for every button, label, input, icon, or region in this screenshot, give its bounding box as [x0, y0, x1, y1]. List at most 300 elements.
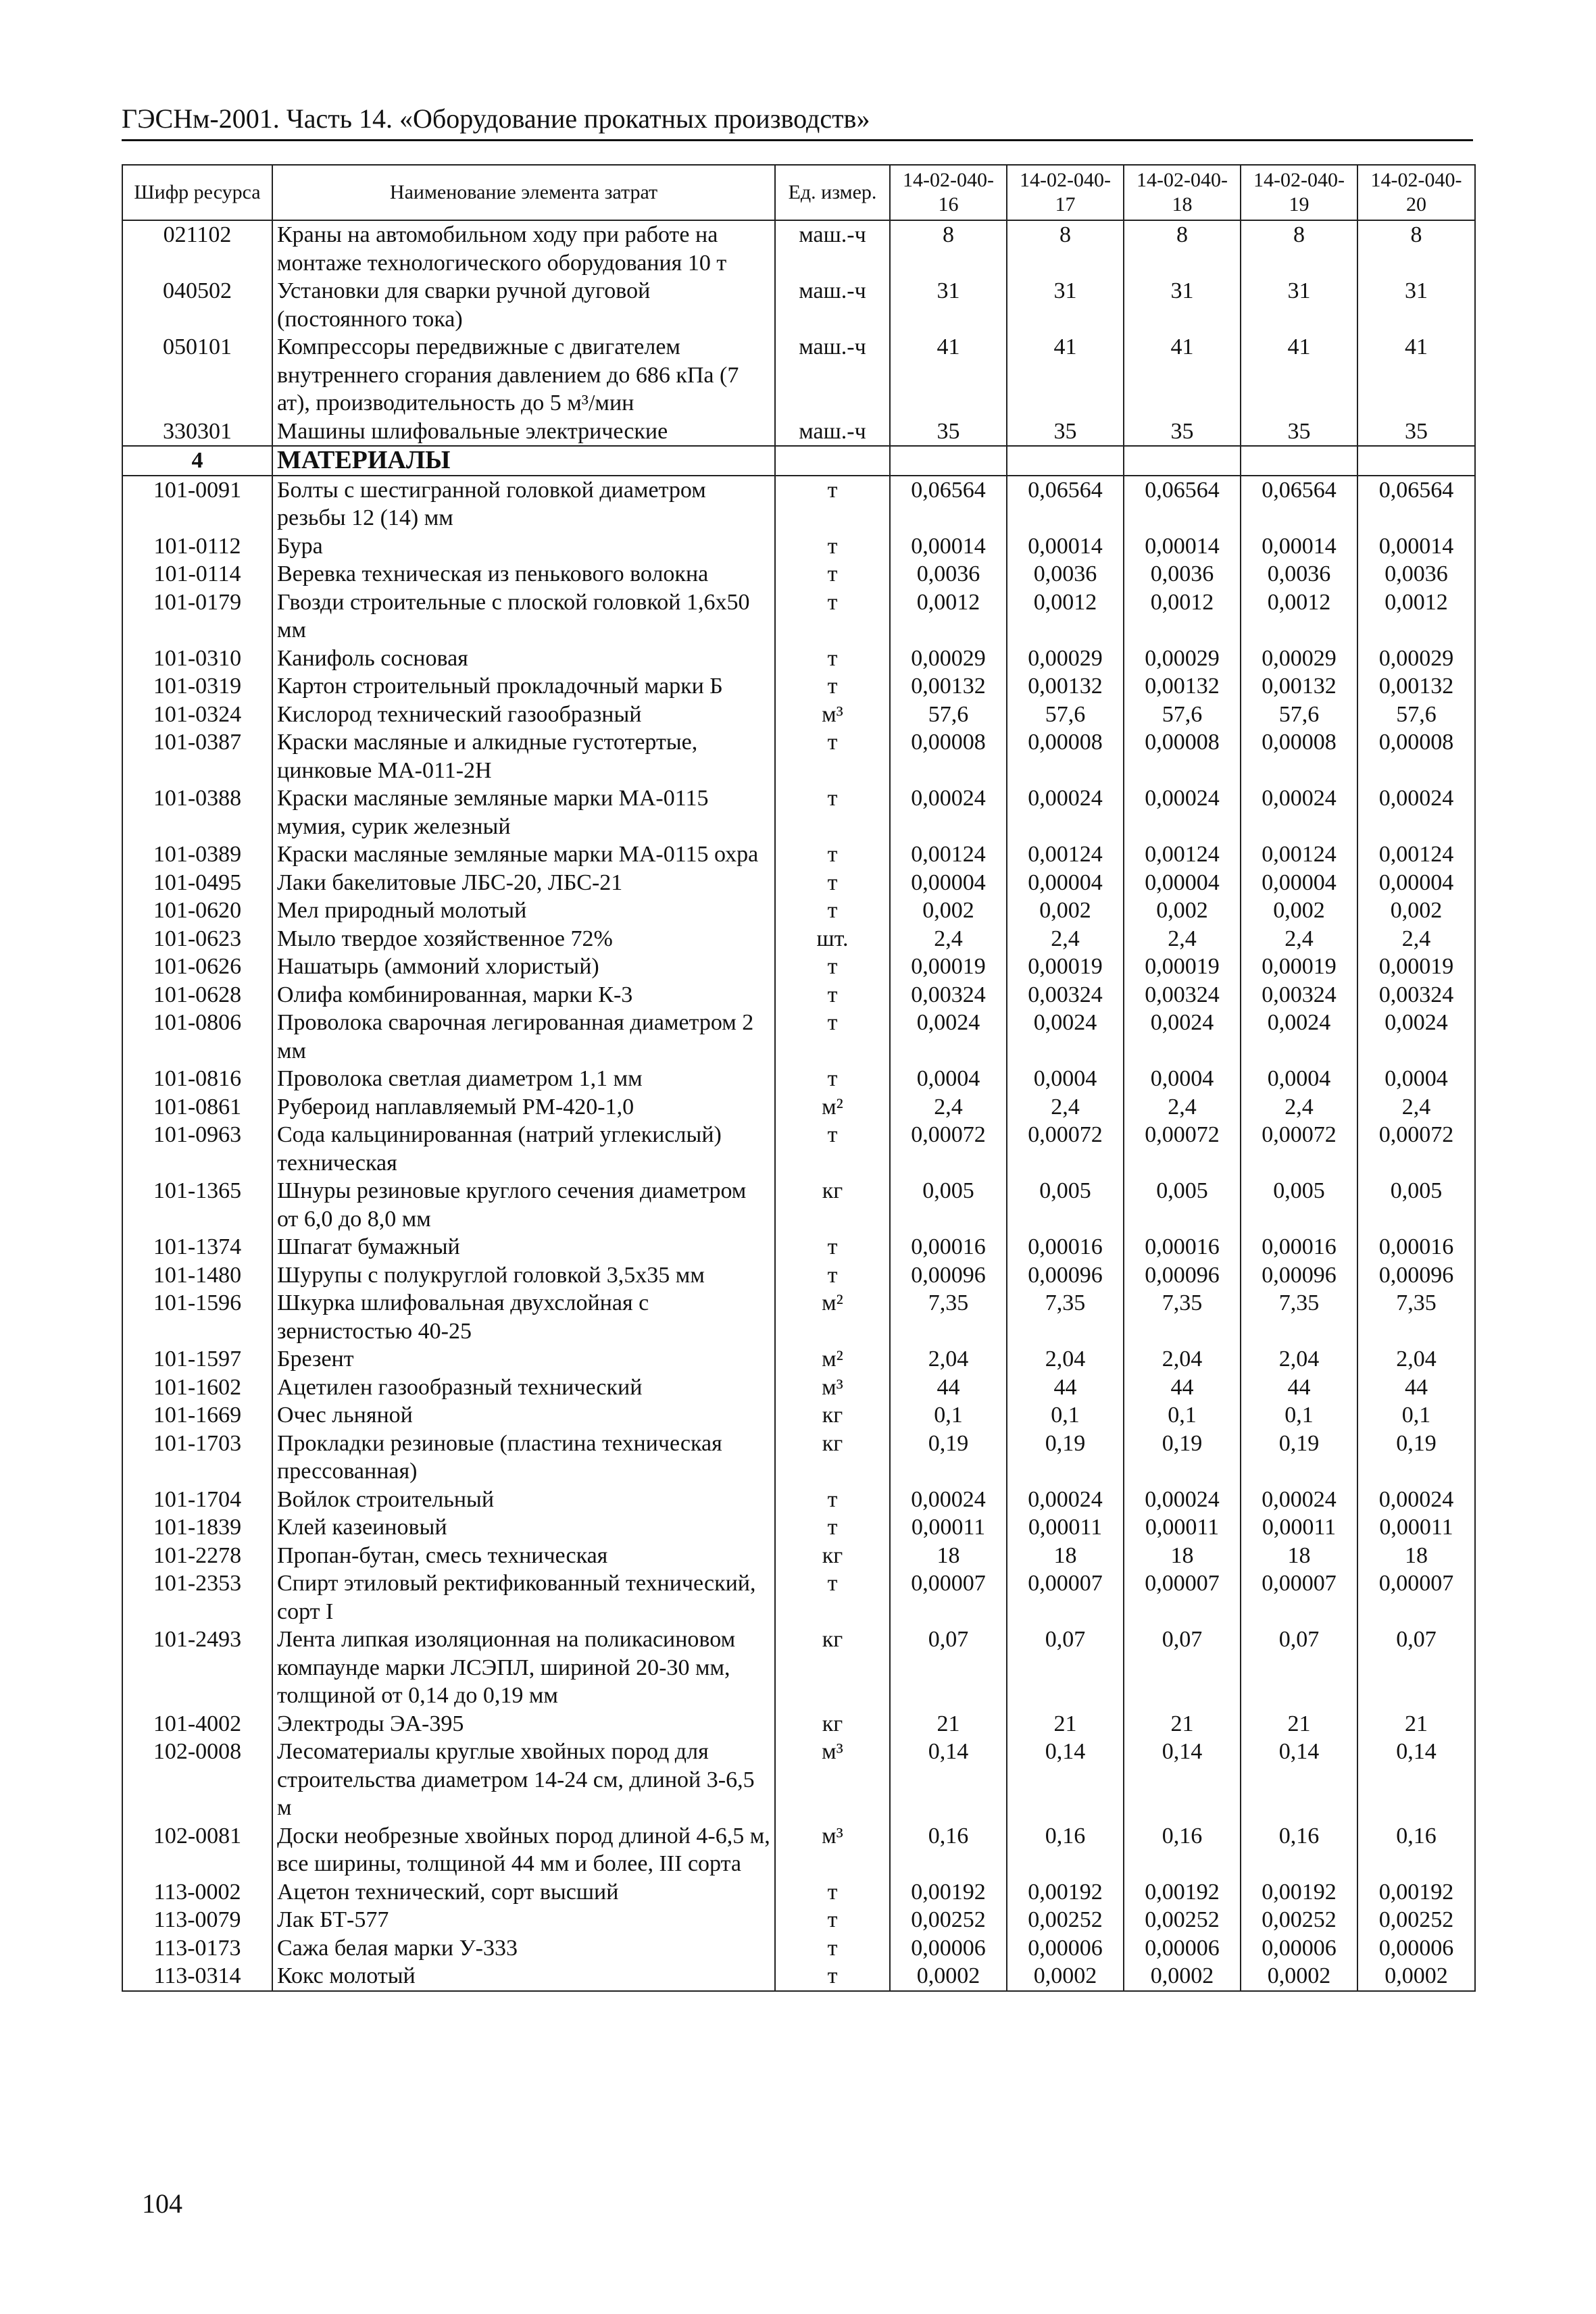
- unit-cell: т: [775, 1121, 890, 1177]
- unit-cell: т: [775, 672, 890, 701]
- norm-value-cell: 0,00029: [1124, 645, 1241, 673]
- norm-value-cell: 0,00004: [1241, 869, 1357, 897]
- table-row: [122, 1233, 1475, 1261]
- norm-value-cell: 0,00004: [1007, 869, 1124, 897]
- unit-cell: т: [775, 784, 890, 840]
- resource-name-cell: Краски масляные и алкидные густотертые, цинковые МА-011-2Н: [272, 728, 775, 784]
- resource-code-cell: 101-1374: [122, 1233, 272, 1261]
- norm-value-cell: 0,0002: [1357, 1962, 1475, 1991]
- norm-value-cell: 0,005: [1007, 1177, 1124, 1233]
- resource-name-cell: Очес льняной: [272, 1401, 775, 1430]
- table-body: [122, 220, 1475, 1991]
- norm-value-cell: 2,4: [1357, 925, 1475, 953]
- norm-value-cell: 18: [1241, 1542, 1357, 1570]
- resource-name-cell: Клей казеиновый: [272, 1513, 775, 1542]
- norm-value-cell: 2,04: [1241, 1345, 1357, 1374]
- norm-value-cell: 0,00011: [1241, 1513, 1357, 1542]
- norm-value-cell: 7,35: [1241, 1289, 1357, 1345]
- norm-value-cell: 0,16: [1007, 1822, 1124, 1878]
- norm-value-cell: 0,00096: [1357, 1261, 1475, 1290]
- norm-value-cell: 0,14: [1357, 1738, 1475, 1822]
- norm-value-cell: 0,00014: [1124, 532, 1241, 561]
- resource-code-cell: 101-1596: [122, 1289, 272, 1345]
- norm-value-cell: 0,16: [1357, 1822, 1475, 1878]
- table-row: [122, 784, 1475, 840]
- norm-value-cell: 57,6: [890, 701, 1007, 729]
- resource-code-cell: 102-0008: [122, 1738, 272, 1822]
- unit-cell: маш.-ч: [775, 277, 890, 333]
- norm-value-cell: 0,00192: [890, 1878, 1007, 1907]
- norm-value-cell: 44: [1007, 1374, 1124, 1402]
- resource-name-cell: Канифоль сосновая: [272, 645, 775, 673]
- table-row: [122, 1822, 1475, 1878]
- norm-value-cell: 0,00008: [1124, 728, 1241, 784]
- norm-value-cell: 0,00192: [1357, 1878, 1475, 1907]
- table-row: [122, 1374, 1475, 1402]
- norm-value-cell: 0,0036: [1007, 560, 1124, 588]
- table-row: [122, 220, 1475, 277]
- norm-value-cell: 0,00072: [1007, 1121, 1124, 1177]
- norm-value-cell: 0,00019: [1357, 953, 1475, 981]
- resource-name-cell: Краски масляные земляные марки МА-0115 мумия, сурик железный: [272, 784, 775, 840]
- norm-value-cell: 0,00014: [890, 532, 1007, 561]
- resource-name-cell: Проволока сварочная легированная диаметром 2 мм: [272, 1009, 775, 1065]
- norm-value-cell: 35: [890, 418, 1007, 447]
- resource-name-cell: Доски необрезные хвойных пород длиной 4-6,5 м, все ширины, толщиной 44 мм и более, III сорта: [272, 1822, 775, 1878]
- norm-value-cell: 0,00019: [1007, 953, 1124, 981]
- norm-value-cell: [1357, 446, 1475, 476]
- norm-value-cell: 0,00024: [1241, 1486, 1357, 1514]
- norm-value-cell: 0,0002: [890, 1962, 1007, 1991]
- resource-code-cell: 113-0314: [122, 1962, 272, 1991]
- norm-value-cell: 0,00324: [1357, 981, 1475, 1009]
- norm-value-cell: 0,00096: [890, 1261, 1007, 1290]
- norm-value-cell: 0,00024: [1357, 784, 1475, 840]
- norm-value-cell: [1007, 446, 1124, 476]
- table-row: [122, 728, 1475, 784]
- norm-value-cell: 0,00132: [890, 672, 1007, 701]
- norm-value-cell: 0,00324: [1124, 981, 1241, 1009]
- resource-name-cell: Олифа комбинированная, марки К-3: [272, 981, 775, 1009]
- unit-cell: т: [775, 869, 890, 897]
- unit-cell: м²: [775, 1093, 890, 1122]
- norm-value-cell: 0,06564: [890, 476, 1007, 532]
- norm-value-cell: 41: [1007, 333, 1124, 418]
- resource-code-cell: 050101: [122, 333, 272, 418]
- table-row: [122, 1009, 1475, 1065]
- unit-cell: т: [775, 1233, 890, 1261]
- norm-value-cell: 0,0024: [1357, 1009, 1475, 1065]
- norm-value-cell: 0,00007: [1007, 1569, 1124, 1626]
- norm-value-cell: 0,00008: [1357, 728, 1475, 784]
- norm-value-cell: 7,35: [890, 1289, 1007, 1345]
- resource-name-cell: Пропан-бутан, смесь техническая: [272, 1542, 775, 1570]
- column-header-code: Шифр ресурса: [122, 165, 272, 220]
- norm-value-cell: 0,00124: [1007, 840, 1124, 869]
- norm-value-cell: 0,06564: [1007, 476, 1124, 532]
- norm-value-cell: 2,04: [890, 1345, 1007, 1374]
- norm-value-cell: 0,00014: [1007, 532, 1124, 561]
- resource-name-cell: Кокс молотый: [272, 1962, 775, 1991]
- norm-value-cell: 21: [1124, 1710, 1241, 1738]
- norm-value-cell: 0,00024: [1124, 1486, 1241, 1514]
- column-header-unit: Ед. измер.: [775, 165, 890, 220]
- norm-value-cell: 0,1: [1007, 1401, 1124, 1430]
- norm-value-cell: 0,0012: [1007, 588, 1124, 645]
- unit-cell: т: [775, 1569, 890, 1626]
- norm-value-cell: 0,19: [1007, 1430, 1124, 1486]
- resource-name-cell: Сажа белая марки У-333: [272, 1934, 775, 1963]
- norm-value-cell: 8: [1007, 220, 1124, 277]
- norm-value-cell: 41: [1124, 333, 1241, 418]
- unit-cell: т: [775, 981, 890, 1009]
- norm-value-cell: 0,07: [890, 1626, 1007, 1710]
- norm-value-cell: 0,00006: [1241, 1934, 1357, 1963]
- norm-value-cell: 0,00024: [1007, 784, 1124, 840]
- norm-value-cell: 0,00007: [1357, 1569, 1475, 1626]
- norm-value-cell: 0,06564: [1124, 476, 1241, 532]
- unit-cell: [775, 446, 890, 476]
- norm-value-cell: 0,19: [1124, 1430, 1241, 1486]
- norm-value-cell: 0,16: [1124, 1822, 1241, 1878]
- norm-value-cell: 0,00007: [1241, 1569, 1357, 1626]
- norm-value-cell: 0,19: [1357, 1430, 1475, 1486]
- table-row: [122, 532, 1475, 561]
- norm-value-cell: 0,005: [890, 1177, 1007, 1233]
- resource-name-cell: Мыло твердое хозяйственное 72%: [272, 925, 775, 953]
- norm-value-cell: 2,4: [1357, 1093, 1475, 1122]
- norm-value-cell: 2,4: [1007, 925, 1124, 953]
- resource-name-cell: Веревка техническая из пенькового волокна: [272, 560, 775, 588]
- unit-cell: т: [775, 840, 890, 869]
- resource-code-cell: 101-2353: [122, 1569, 272, 1626]
- norm-value-cell: 0,005: [1124, 1177, 1241, 1233]
- norm-value-cell: 0,0024: [1124, 1009, 1241, 1065]
- norm-value-cell: 0,19: [1241, 1430, 1357, 1486]
- unit-cell: маш.-ч: [775, 220, 890, 277]
- resource-code-cell: 101-0388: [122, 784, 272, 840]
- norm-value-cell: 0,0024: [1241, 1009, 1357, 1065]
- norm-value-cell: 0,14: [1241, 1738, 1357, 1822]
- resource-code-cell: 101-0114: [122, 560, 272, 588]
- norm-value-cell: 0,00124: [890, 840, 1007, 869]
- norm-value-cell: 44: [890, 1374, 1007, 1402]
- norm-value-cell: 0,005: [1241, 1177, 1357, 1233]
- unit-cell: шт.: [775, 925, 890, 953]
- norm-value-cell: 31: [1357, 277, 1475, 333]
- resource-name-cell: Брезент: [272, 1345, 775, 1374]
- norm-value-cell: 0,00072: [1357, 1121, 1475, 1177]
- norm-value-cell: 2,4: [1241, 925, 1357, 953]
- norm-value-cell: 0,16: [890, 1822, 1007, 1878]
- norm-value-cell: 0,00192: [1124, 1878, 1241, 1907]
- norm-value-cell: 0,00096: [1124, 1261, 1241, 1290]
- unit-cell: кг: [775, 1401, 890, 1430]
- norm-value-cell: 7,35: [1357, 1289, 1475, 1345]
- resource-name-cell: Шнуры резиновые круглого сечения диаметром от 6,0 до 8,0 мм: [272, 1177, 775, 1233]
- norm-value-cell: 8: [1124, 220, 1241, 277]
- unit-cell: кг: [775, 1710, 890, 1738]
- resource-name-cell: Машины шлифовальные электрические: [272, 418, 775, 447]
- table-row: [122, 1569, 1475, 1626]
- resource-code-cell: 101-1365: [122, 1177, 272, 1233]
- norm-value-cell: 2,4: [1241, 1093, 1357, 1122]
- resource-code-cell: 101-0310: [122, 645, 272, 673]
- norm-value-cell: 2,4: [890, 1093, 1007, 1122]
- resource-code-cell: 101-1602: [122, 1374, 272, 1402]
- norm-value-cell: 0,002: [1357, 897, 1475, 925]
- resource-code-cell: 101-0816: [122, 1065, 272, 1093]
- resource-code-cell: 101-0179: [122, 588, 272, 645]
- unit-cell: т: [775, 728, 890, 784]
- table-row: [122, 1345, 1475, 1374]
- norm-value-cell: 0,00192: [1241, 1878, 1357, 1907]
- norm-value-cell: 41: [1357, 333, 1475, 418]
- norm-value-cell: 0,0004: [1124, 1065, 1241, 1093]
- unit-cell: кг: [775, 1542, 890, 1570]
- table-header-row: [122, 165, 1475, 220]
- table-row: [122, 1121, 1475, 1177]
- norm-value-cell: 57,6: [1241, 701, 1357, 729]
- norm-value-cell: 0,07: [1124, 1626, 1241, 1710]
- unit-cell: м²: [775, 1289, 890, 1345]
- norm-value-cell: 0,00072: [890, 1121, 1007, 1177]
- column-header-norm-1: 14-02-040-16: [890, 165, 1007, 220]
- section-row: [122, 446, 1475, 476]
- page-number: 104: [142, 2188, 182, 2219]
- resource-code-cell: 101-0319: [122, 672, 272, 701]
- resource-code-cell: 101-0495: [122, 869, 272, 897]
- norm-value-cell: 21: [1357, 1710, 1475, 1738]
- table-row: [122, 840, 1475, 869]
- resource-code-cell: 101-1669: [122, 1401, 272, 1430]
- resource-code-cell: 4: [122, 446, 272, 476]
- norm-value-cell: 18: [890, 1542, 1007, 1570]
- norm-value-cell: 0,00007: [890, 1569, 1007, 1626]
- norm-value-cell: 18: [1357, 1542, 1475, 1570]
- norm-value-cell: 0,00024: [1241, 784, 1357, 840]
- column-header-norm-2: 14-02-040-17: [1007, 165, 1124, 220]
- table-row: [122, 1513, 1475, 1542]
- norm-value-cell: 0,00004: [890, 869, 1007, 897]
- norm-value-cell: 0,06564: [1241, 476, 1357, 532]
- norm-value-cell: 0,00019: [1124, 953, 1241, 981]
- resource-code-cell: 113-0173: [122, 1934, 272, 1963]
- norm-value-cell: 0,002: [1124, 897, 1241, 925]
- norm-value-cell: 0,1: [890, 1401, 1007, 1430]
- resource-code-cell: 330301: [122, 418, 272, 447]
- unit-cell: т: [775, 588, 890, 645]
- resource-name-cell: Установки для сварки ручной дуговой (постоянного тока): [272, 277, 775, 333]
- norm-value-cell: 0,00024: [890, 1486, 1007, 1514]
- norm-value-cell: 0,00011: [1357, 1513, 1475, 1542]
- resource-code-cell: 101-1597: [122, 1345, 272, 1374]
- unit-cell: т: [775, 532, 890, 561]
- norm-value-cell: 0,0004: [890, 1065, 1007, 1093]
- column-header-norm-5: 14-02-040-20: [1357, 165, 1475, 220]
- resource-code-cell: 101-0389: [122, 840, 272, 869]
- norm-value-cell: 0,00124: [1241, 840, 1357, 869]
- norm-value-cell: 0,00132: [1357, 672, 1475, 701]
- norm-value-cell: 0,00029: [890, 645, 1007, 673]
- norm-value-cell: 41: [890, 333, 1007, 418]
- resource-code-cell: 101-0112: [122, 532, 272, 561]
- norm-value-cell: 0,00006: [1007, 1934, 1124, 1963]
- norm-value-cell: 0,00016: [890, 1233, 1007, 1261]
- norm-value-cell: 0,002: [1007, 897, 1124, 925]
- norm-value-cell: 57,6: [1007, 701, 1124, 729]
- table-row: [122, 1177, 1475, 1233]
- norm-value-cell: 0,0036: [890, 560, 1007, 588]
- norm-value-cell: 0,00324: [1241, 981, 1357, 1009]
- norm-value-cell: 0,00096: [1007, 1261, 1124, 1290]
- resource-name-cell: Лак БТ-577: [272, 1906, 775, 1934]
- norm-value-cell: 0,00016: [1357, 1233, 1475, 1261]
- norm-value-cell: 0,00192: [1007, 1878, 1124, 1907]
- norm-value-cell: 0,06564: [1357, 476, 1475, 532]
- resource-name-cell: Прокладки резиновые (пластина техническая прессованная): [272, 1430, 775, 1486]
- norm-value-cell: 0,00011: [1124, 1513, 1241, 1542]
- table-row: [122, 1065, 1475, 1093]
- table-row: [122, 1934, 1475, 1963]
- norm-value-cell: 0,00096: [1241, 1261, 1357, 1290]
- norm-value-cell: 0,0012: [890, 588, 1007, 645]
- norm-value-cell: 0,1: [1241, 1401, 1357, 1430]
- table-row: [122, 869, 1475, 897]
- unit-cell: т: [775, 645, 890, 673]
- unit-cell: т: [775, 1513, 890, 1542]
- unit-cell: кг: [775, 1430, 890, 1486]
- table-row: [122, 1906, 1475, 1934]
- resource-name-cell: Краны на автомобильном ходу при работе на монтаже технологического оборудования 10 т: [272, 220, 775, 277]
- norm-value-cell: 0,00024: [890, 784, 1007, 840]
- resource-name-cell: Мел природный молотый: [272, 897, 775, 925]
- norm-value-cell: 0,00072: [1241, 1121, 1357, 1177]
- resource-code-cell: 101-1839: [122, 1513, 272, 1542]
- resource-code-cell: 101-0091: [122, 476, 272, 532]
- norm-value-cell: 0,0004: [1241, 1065, 1357, 1093]
- table-row: [122, 1738, 1475, 1822]
- norm-value-cell: 0,0012: [1124, 588, 1241, 645]
- resource-name-cell: Бура: [272, 532, 775, 561]
- norm-value-cell: 0,00016: [1007, 1233, 1124, 1261]
- norm-value-cell: 0,00006: [890, 1934, 1007, 1963]
- norm-value-cell: 0,00004: [1124, 869, 1241, 897]
- table-row: [122, 645, 1475, 673]
- table-row: [122, 1401, 1475, 1430]
- resource-code-cell: 101-0628: [122, 981, 272, 1009]
- norm-value-cell: 0,07: [1241, 1626, 1357, 1710]
- norm-value-cell: 0,14: [1007, 1738, 1124, 1822]
- norm-value-cell: 7,35: [1124, 1289, 1241, 1345]
- unit-cell: т: [775, 560, 890, 588]
- resource-name-cell: Шпагат бумажный: [272, 1233, 775, 1261]
- resource-code-cell: 113-0079: [122, 1906, 272, 1934]
- norm-value-cell: 0,00014: [1357, 532, 1475, 561]
- resource-name-cell: Болты с шестигранной головкой диаметром резьбы 12 (14) мм: [272, 476, 775, 532]
- resource-name-cell: МАТЕРИАЛЫ: [272, 446, 775, 476]
- norm-value-cell: 0,00011: [1007, 1513, 1124, 1542]
- norm-value-cell: 2,4: [890, 925, 1007, 953]
- resource-code-cell: 101-0387: [122, 728, 272, 784]
- unit-cell: т: [775, 1486, 890, 1514]
- table-row: [122, 981, 1475, 1009]
- unit-cell: кг: [775, 1177, 890, 1233]
- unit-cell: т: [775, 1009, 890, 1065]
- unit-cell: т: [775, 1261, 890, 1290]
- norm-value-cell: 0,00004: [1357, 869, 1475, 897]
- norm-value-cell: 0,0036: [1357, 560, 1475, 588]
- resource-name-cell: Краски масляные земляные марки МА-0115 охра: [272, 840, 775, 869]
- norm-value-cell: 0,00024: [1357, 1486, 1475, 1514]
- norm-value-cell: [890, 446, 1007, 476]
- norm-value-cell: [1124, 446, 1241, 476]
- norm-value-cell: 0,00006: [1357, 1934, 1475, 1963]
- norm-value-cell: 0,00006: [1124, 1934, 1241, 1963]
- norm-value-cell: 31: [1241, 277, 1357, 333]
- resource-name-cell: Гвозди строительные с плоской головкой 1,6x50 мм: [272, 588, 775, 645]
- resource-code-cell: 101-1703: [122, 1430, 272, 1486]
- norm-value-cell: 0,0012: [1357, 588, 1475, 645]
- table-row: [122, 588, 1475, 645]
- norm-value-cell: 0,0036: [1124, 560, 1241, 588]
- norm-value-cell: 0,14: [1124, 1738, 1241, 1822]
- norm-value-cell: 0,00124: [1124, 840, 1241, 869]
- norm-value-cell: 0,002: [890, 897, 1007, 925]
- resource-code-cell: 101-4002: [122, 1710, 272, 1738]
- norm-value-cell: 8: [890, 220, 1007, 277]
- norm-value-cell: 21: [1241, 1710, 1357, 1738]
- resource-name-cell: Ацетон технический, сорт высший: [272, 1878, 775, 1907]
- resource-name-cell: Ацетилен газообразный технический: [272, 1374, 775, 1402]
- norm-value-cell: 0,0004: [1007, 1065, 1124, 1093]
- resource-name-cell: Войлок строительный: [272, 1486, 775, 1514]
- resource-code-cell: 113-0002: [122, 1878, 272, 1907]
- table-row: [122, 333, 1475, 418]
- unit-cell: т: [775, 1065, 890, 1093]
- norm-value-cell: 0,00252: [1357, 1906, 1475, 1934]
- unit-cell: м³: [775, 1822, 890, 1878]
- norm-value-cell: 2,4: [1124, 1093, 1241, 1122]
- resource-code-cell: 101-1704: [122, 1486, 272, 1514]
- norm-value-cell: 2,04: [1007, 1345, 1124, 1374]
- norm-value-cell: 0,0002: [1007, 1962, 1124, 1991]
- norm-value-cell: 0,00252: [890, 1906, 1007, 1934]
- norm-value-cell: 0,00252: [1007, 1906, 1124, 1934]
- resource-name-cell: Нашатырь (аммоний хлористый): [272, 953, 775, 981]
- norm-value-cell: 0,00324: [890, 981, 1007, 1009]
- table-row: [122, 1626, 1475, 1710]
- resource-name-cell: Шурупы с полукруглой головкой 3,5x35 мм: [272, 1261, 775, 1290]
- norm-value-cell: 0,1: [1357, 1401, 1475, 1430]
- table-row: [122, 1962, 1475, 1991]
- norm-value-cell: 35: [1241, 418, 1357, 447]
- norm-value-cell: 0,00008: [1007, 728, 1124, 784]
- resource-name-cell: Рубероид наплавляемый РМ-420-1,0: [272, 1093, 775, 1122]
- norm-value-cell: 21: [1007, 1710, 1124, 1738]
- norm-value-cell: 0,0012: [1241, 588, 1357, 645]
- resource-code-cell: 040502: [122, 277, 272, 333]
- norm-value-cell: 18: [1007, 1542, 1124, 1570]
- unit-cell: т: [775, 953, 890, 981]
- resource-name-cell: Компрессоры передвижные с двигателем внутреннего сгорания давлением до 686 кПа (7 ат), производительность до 5 м³/мин: [272, 333, 775, 418]
- resource-name-cell: Спирт этиловый ректификованный технический, сорт I: [272, 1569, 775, 1626]
- resource-code-cell: 101-2278: [122, 1542, 272, 1570]
- unit-cell: м³: [775, 1738, 890, 1822]
- unit-cell: м²: [775, 1345, 890, 1374]
- unit-cell: маш.-ч: [775, 333, 890, 418]
- resource-code-cell: 101-0806: [122, 1009, 272, 1065]
